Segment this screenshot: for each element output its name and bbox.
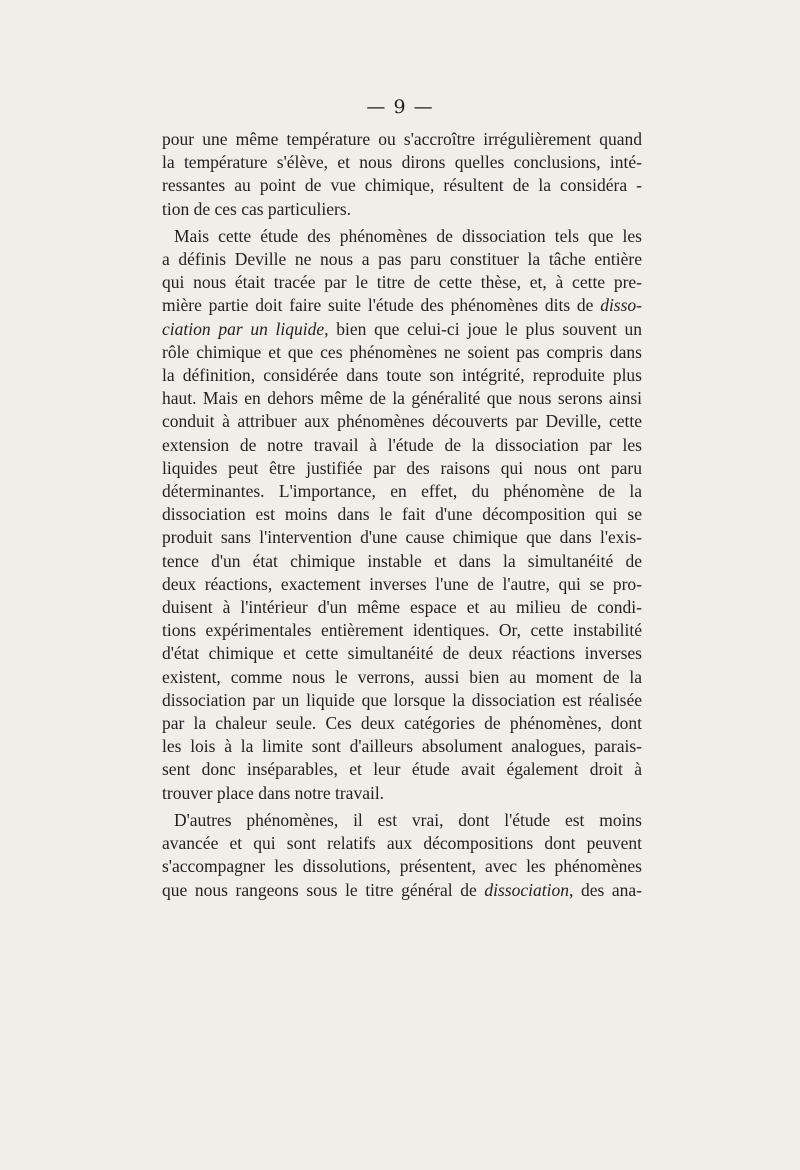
- text-line: liquides peut être justifiée par des raisons qui nous ont paru: [162, 457, 642, 478]
- text-line: conduit à attribuer aux phénomènes découverts par Deville, cette: [162, 411, 642, 432]
- text-line-with-italic: [162, 879, 642, 902]
- page-number: — 9 —: [366, 96, 434, 118]
- text-line-with-italic: [162, 294, 642, 317]
- text-line: a définis Deville ne nous a pas paru constituer la tâche entière: [162, 249, 642, 270]
- text-line: tion de ces cas particuliers.: [162, 198, 352, 219]
- body-text: [162, 128, 642, 902]
- text-line: rôle chimique et que ces phénomènes ne soient pas compris dans: [162, 341, 642, 362]
- text-segment: mière partie doit faire suite l'étude des phénomènes dits de: [162, 295, 594, 316]
- text-segment: des ana-: [580, 879, 643, 900]
- text-line: pour une même température ou s'accroître irrégulièrement quand: [162, 129, 642, 149]
- text-segment: que nous rangeons sous le titre général de: [162, 879, 477, 900]
- text-segment: bien que celui-ci joue le plus souvent un: [336, 318, 643, 339]
- text-line: dissociation est moins dans le fait d'une décomposition qui se: [162, 504, 642, 525]
- text-line: Mais cette étude des phénomènes de dissociation tels que les: [174, 225, 642, 246]
- text-line: produit sans l'intervention d'une cause chimique que dans l'exis-: [162, 527, 642, 548]
- paragraph-2: [162, 225, 642, 805]
- text-line-with-italic: [162, 318, 642, 341]
- paragraph-3: [162, 809, 642, 902]
- text-line: d'état chimique et cette simultanéité de deux réactions inverses: [162, 643, 642, 664]
- paragraph-1: [162, 128, 642, 221]
- text-line: tence d'un état chimique instable et dans la simultanéité de: [162, 550, 642, 571]
- text-line: existent, comme nous le verrons, aussi bien au moment de la: [162, 666, 642, 687]
- text-line: ressantes au point de vue chimique, résultent de la considéra -: [162, 175, 642, 196]
- text-line: déterminantes. L'importance, en effet, du phénomène de la: [162, 481, 642, 502]
- text-line: la température s'élève, et nous dirons quelles conclusions, inté-: [162, 152, 642, 173]
- text-line: par la chaleur seule. Ces deux catégories de phénomènes, dont: [162, 713, 642, 734]
- text-line: duisent à l'intérieur d'un même espace et au milieu de condi-: [162, 597, 642, 618]
- text-line: les lois à la limite sont d'ailleurs absolument analogues, parais-: [162, 736, 642, 757]
- italic-term: ciation par un liquide,: [162, 318, 329, 339]
- text-line: tions expérimentales entièrement identiques. Or, cette instabilité: [162, 620, 642, 641]
- text-line: D'autres phénomènes, il est vrai, dont l'étude est moins: [174, 809, 642, 830]
- italic-term: dissociation,: [484, 879, 574, 900]
- text-line: deux réactions, exactement inverses l'une de l'autre, qui se pro-: [162, 573, 642, 594]
- text-line: haut. Mais en dehors même de la généralité que nous serons ainsi: [162, 388, 642, 409]
- text-line: qui nous était tracée par le titre de cette thèse, et, à cette pre-: [162, 272, 642, 293]
- text-line: extension de notre travail à l'étude de la dissociation par les: [162, 434, 642, 455]
- text-line: s'accompagner les dissolutions, présentent, avec les phénomènes: [162, 856, 642, 877]
- text-line: la définition, considérée dans toute son intégrité, reproduite plus: [162, 365, 642, 386]
- text-line: dissociation par un liquide que lorsque la dissociation est réalisée: [162, 689, 642, 710]
- text-line: avancée et qui sont relatifs aux décompositions dont peuvent: [162, 833, 642, 854]
- text-line: sent donc inséparables, et leur étude avait également droit à: [162, 759, 642, 780]
- italic-term: disso-: [600, 295, 642, 316]
- text-line: trouver place dans notre travail.: [162, 782, 385, 803]
